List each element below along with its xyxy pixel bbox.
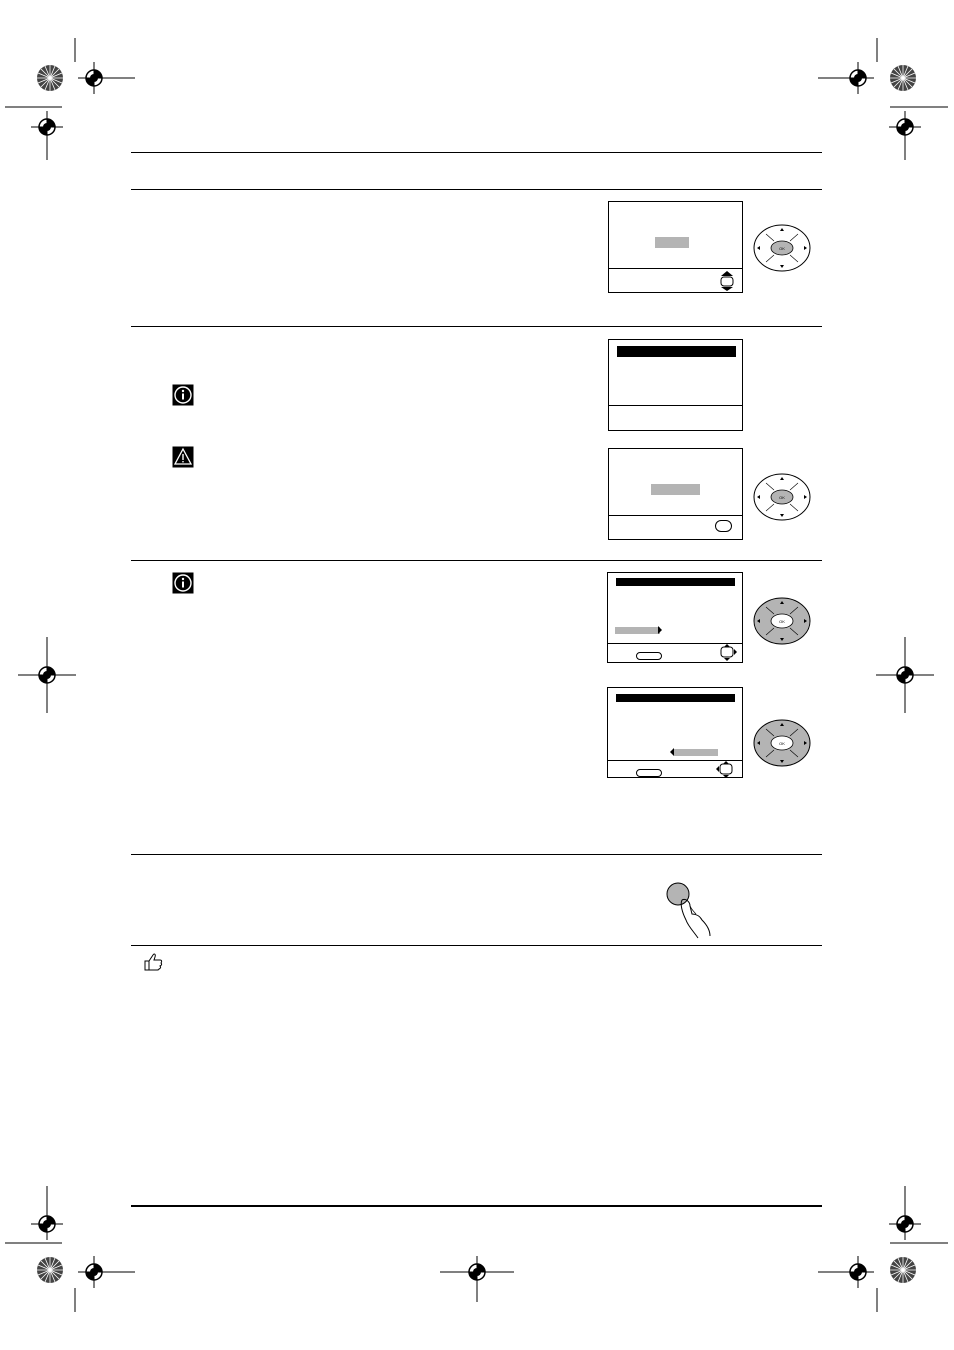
menu-key-icon xyxy=(636,652,662,660)
arrow-right-icon xyxy=(657,626,663,634)
ok-label: OK xyxy=(779,741,785,746)
selected-item-highlight xyxy=(655,237,689,248)
remote-navigation-pad-icon xyxy=(752,718,812,768)
selected-item-highlight xyxy=(674,749,718,756)
selected-item-highlight xyxy=(651,484,700,495)
screen-footer-divider xyxy=(609,515,742,516)
selected-item-highlight xyxy=(615,627,660,634)
ok-label: OK xyxy=(779,619,785,624)
info-icon xyxy=(172,572,194,594)
ok-label: OK xyxy=(779,495,785,500)
tv-screen-step-1 xyxy=(608,201,743,293)
screen-footer-divider xyxy=(609,405,742,406)
ok-label: OK xyxy=(779,246,785,251)
navigation-arrows-icon xyxy=(718,644,738,662)
section-rule-2 xyxy=(131,326,822,327)
finger-press-icon xyxy=(664,880,716,940)
remote-navigation-pad-icon xyxy=(752,223,812,273)
tv-screen-step-3a xyxy=(607,572,743,663)
menu-key-icon xyxy=(715,520,732,532)
remote-navigation-pad-icon xyxy=(752,472,812,522)
navigation-arrows-icon xyxy=(715,761,735,779)
menu-title-bar xyxy=(616,578,735,586)
tv-screen-step-3b xyxy=(607,687,743,778)
section-rule-3 xyxy=(131,560,822,561)
warning-icon xyxy=(172,446,194,468)
thumbs-up-icon xyxy=(143,952,163,972)
up-down-arrows-icon xyxy=(717,269,737,293)
tv-screen-step-2a xyxy=(608,339,743,431)
menu-key-icon xyxy=(636,769,662,777)
remote-navigation-pad-icon xyxy=(752,596,812,646)
section-rule-1 xyxy=(131,189,822,190)
header-rule xyxy=(131,152,822,153)
footer-rule xyxy=(131,1205,822,1207)
menu-title-bar xyxy=(617,346,736,357)
section-rule-5 xyxy=(131,945,822,946)
tv-screen-step-2b xyxy=(608,448,743,540)
info-icon xyxy=(172,384,194,406)
menu-title-bar xyxy=(616,694,735,702)
section-rule-4 xyxy=(131,854,822,855)
